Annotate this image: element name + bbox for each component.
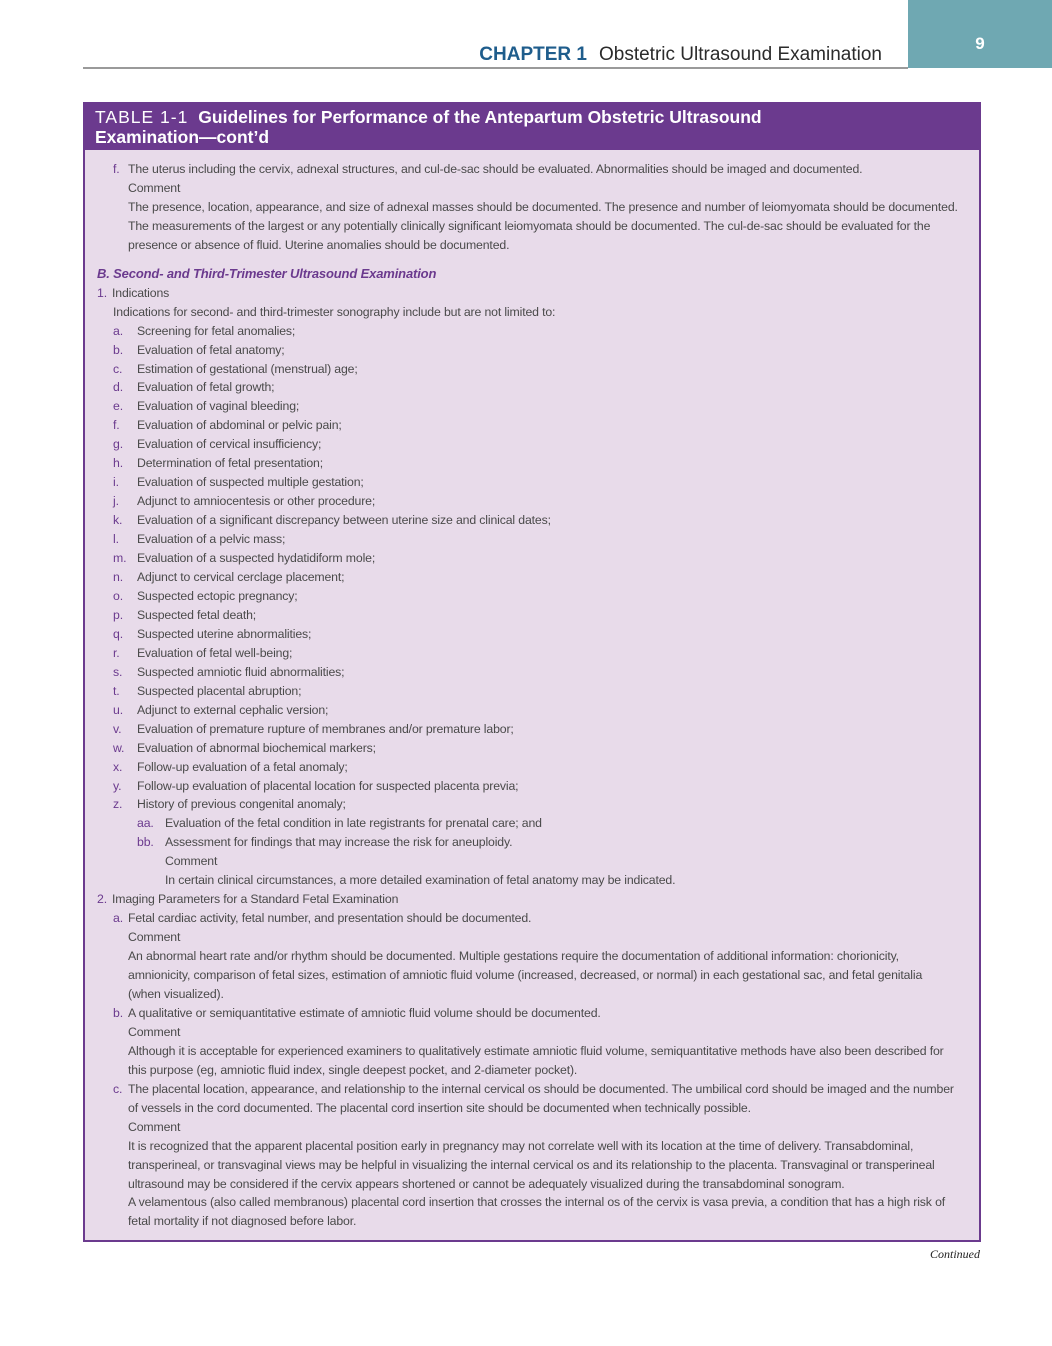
item-text: Evaluation of a pelvic mass; [137, 532, 286, 547]
imaging-heading [97, 890, 967, 909]
item-marker: aa. [137, 816, 154, 831]
imaging-item-b [97, 1004, 967, 1023]
item-text: Follow-up evaluation of a fetal anomaly; [137, 759, 348, 774]
indication-item [97, 473, 967, 492]
item-marker: a. [113, 323, 123, 338]
item-text: Adjunct to amniocentesis or other procedure; [137, 494, 376, 509]
indication-item [97, 549, 967, 568]
indication-item [97, 568, 967, 587]
imaging-label: Imaging Parameters for a Standard Fetal Examination [112, 892, 399, 907]
item-text: Determination of fetal presentation; [137, 456, 323, 471]
indication-item [97, 606, 967, 625]
item-marker: f. [113, 418, 120, 433]
table-number: TABLE 1-1 [95, 107, 189, 127]
item-marker: p. [113, 607, 123, 622]
item-text: Assessment for findings that may increase the risk for aneuploidy. [165, 835, 513, 850]
item-text: Evaluation of the fetal condition in late registrants for prenatal care; and [165, 816, 542, 831]
item-f [97, 160, 967, 179]
indication-item [97, 663, 967, 682]
comment-label: Comment [128, 180, 181, 195]
item-marker: h. [113, 456, 123, 471]
item-text: Suspected uterine abnormalities; [137, 626, 312, 641]
item-marker: a. [113, 911, 123, 926]
comment-line: The measurements of the largest or any potentially clinically significant leiomyomata should be documented. The cul-de-sac should be evaluated for the [128, 218, 931, 233]
item-text: Adjunct to external cephalic version; [137, 702, 329, 717]
section-number: 2. [97, 892, 107, 907]
page-number: 9 [975, 34, 985, 53]
indication-item [97, 739, 967, 758]
indication-item [97, 720, 967, 739]
item-text: Estimation of gestational (menstrual) age; [137, 361, 358, 376]
item-text: Evaluation of vaginal bleeding; [137, 399, 300, 414]
indication-item [97, 378, 967, 397]
indication-item [97, 587, 967, 606]
item-marker: n. [113, 570, 123, 585]
continued-note: Continued [930, 1247, 980, 1261]
item-text: Suspected fetal death; [137, 607, 257, 622]
indications-intro: Indications for second- and third-trimester sonography include but are not limited to: [113, 304, 556, 319]
comment-line: A velamentous (also called membranous) placental cord insertion that crosses the internal os of the cervix is vasa previa, a condition that has a high risk of [128, 1195, 946, 1210]
item-marker: c. [113, 361, 123, 376]
comment-line: Although it is acceptable for experienced examiners to qualitatively estimate amniotic fluid volume, semiquantitative methods have also been described for [128, 1043, 944, 1058]
item-marker: k. [113, 513, 123, 528]
comment-line: In certain clinical circumstances, a more detailed examination of fetal anatomy may be indicated. [165, 873, 676, 888]
item-marker: i. [113, 475, 119, 490]
item-text: Fetal cardiac activity, fetal number, and presentation should be documented. [128, 911, 532, 926]
indication-item [97, 701, 967, 720]
item-marker: d. [113, 380, 123, 395]
section-number: 1. [97, 285, 107, 300]
imaging-item-a [97, 909, 967, 928]
indication-item [97, 492, 967, 511]
table-header [85, 104, 979, 150]
indication-item [97, 625, 967, 644]
item-text: History of previous congenital anomaly; [137, 797, 346, 812]
item-marker: v. [113, 721, 122, 736]
item-text: Evaluation of fetal growth; [137, 380, 275, 395]
comment-label: Comment [165, 854, 218, 869]
item-marker: bb. [137, 835, 154, 850]
item-text: Suspected placental abruption; [137, 683, 302, 698]
item-text: Evaluation of fetal anatomy; [137, 342, 285, 357]
indication-item [97, 454, 967, 473]
item-marker: e. [113, 399, 123, 414]
sub-indication [97, 833, 967, 852]
indication-item [97, 416, 967, 435]
sub-indication [97, 814, 967, 833]
indication-item [97, 435, 967, 454]
item-text: Adjunct to cervical cerclage placement; [137, 570, 345, 585]
indications-list [97, 322, 967, 815]
item-text: Evaluation of abnormal biochemical markers; [137, 740, 376, 755]
item-marker: b. [113, 342, 123, 357]
item-text: Evaluation of cervical insufficiency; [137, 437, 322, 452]
item-marker: x. [113, 759, 123, 774]
guidelines-table [83, 102, 981, 1242]
item-text: Evaluation of suspected multiple gestation; [137, 475, 364, 490]
indication-item [97, 322, 967, 341]
table-body [85, 150, 979, 1231]
item-marker: l. [113, 532, 119, 547]
comment-line: (when visualized). [128, 986, 224, 1001]
imaging-item-c [97, 1080, 967, 1099]
item-text: Suspected ectopic pregnancy; [137, 588, 298, 603]
comment-label: Comment [128, 930, 181, 945]
comment-line: The presence, location, appearance, and size of adnexal masses should be documented. The presence and number of leiomyomata should be documented. [128, 199, 958, 214]
page-number-tab [908, 0, 1052, 68]
indication-item [97, 341, 967, 360]
comment-label: Comment [128, 1024, 181, 1039]
indication-item [97, 682, 967, 701]
indication-item [97, 795, 967, 814]
indications-heading [97, 284, 967, 303]
comment-line: It is recognized that the apparent placental position early in pregnancy may not correlate well with its location at the time of delivery. Transabdominal, [128, 1138, 914, 1153]
item-marker: q. [113, 626, 123, 641]
item-text: Evaluation of a suspected hydatidiform mole; [137, 551, 376, 566]
item-marker: s. [113, 664, 123, 679]
comment-label: Comment [128, 1119, 181, 1134]
indication-item [97, 511, 967, 530]
indication-item [97, 530, 967, 549]
item-marker: m. [113, 551, 127, 566]
comment-line: ultrasound may be considered if the cervix appears shortened or cannot be adequately visualized during the transabdominal sonogram. [128, 1176, 845, 1191]
item-marker: f. [113, 162, 120, 176]
item-text: Evaluation of abdominal or pelvic pain; [137, 418, 342, 433]
item-text: Screening for fetal anomalies; [137, 323, 296, 338]
item-marker: c. [113, 1081, 123, 1096]
comment-line: this purpose (eg, amniotic fluid index, single deepest pocket, and 2-diameter pocket). [128, 1062, 578, 1077]
item-marker: t. [113, 683, 120, 698]
item-text: Evaluation of premature rupture of membranes and/or premature labor; [137, 721, 514, 736]
item-marker: g. [113, 437, 123, 452]
comment-line: An abnormal heart rate and/or rhythm should be documented. Multiple gestations require the documentation of additional information: chorionicity, [128, 949, 899, 964]
running-head [300, 44, 882, 66]
table-title-line2: Examination—cont’d [95, 127, 270, 147]
item-marker: u. [113, 702, 123, 717]
indication-item [97, 644, 967, 663]
indications-label: Indications [112, 285, 170, 300]
indication-item [97, 397, 967, 416]
indication-item [97, 758, 967, 777]
item-marker: r. [113, 645, 120, 660]
comment-line: transperineal, or transvaginal views may be helpful in visualizing the internal cervical os and its relationship to the placenta. Transvaginal or transperineal [128, 1157, 935, 1172]
item-marker: y. [113, 778, 122, 793]
comment-line: amnionicity, comparison of fetal sizes, estimation of amniotic fluid volume (increased, decreased, or normal) in each gestational sac, and fetal genitalia [128, 968, 923, 983]
section-title: B. Second- and Third-Trimester Ultrasound Examination [97, 265, 437, 281]
chapter-label: CHAPTER 1 [479, 44, 587, 65]
table-title-line1: Guidelines for Performance of the Antepartum Obstetric Ultrasound [198, 107, 762, 127]
item-marker: w. [113, 740, 125, 755]
item-marker: j. [113, 494, 119, 509]
item-text: A qualitative or semiquantitative estimate of amniotic fluid volume should be documented. [128, 1005, 601, 1020]
item-marker: o. [113, 588, 123, 603]
item-marker: z. [113, 797, 123, 812]
indication-item [97, 777, 967, 796]
item-text: Follow-up evaluation of placental location for suspected placenta previa; [137, 778, 519, 793]
item-marker: b. [113, 1005, 123, 1020]
comment-line: presence or absence of fluid. Uterine anomalies should be documented. [128, 237, 510, 252]
item-text: Evaluation of a significant discrepancy between uterine size and clinical dates; [137, 513, 551, 528]
chapter-title: Obstetric Ultrasound Examination [598, 44, 882, 65]
item-text: Evaluation of fetal well-being; [137, 645, 293, 660]
item-text: The uterus including the cervix, adnexal structures, and cul-de-sac should be evaluated. Abnormalities should be imaged and documented. [128, 162, 863, 176]
indication-item [97, 360, 967, 379]
item-text: The placental location, appearance, and relationship to the internal cervical os should be documented. The umbilical cord should be imaged and the number [128, 1081, 954, 1096]
comment-line: fetal mortality if not diagnosed before labor. [128, 1214, 357, 1229]
item-text: Suspected amniotic fluid abnormalities; [137, 664, 345, 679]
header-rule [83, 67, 908, 69]
item-text-continued: of vessels in the cord documented. The placental cord insertion site should be documented when technically possible. [128, 1100, 751, 1115]
